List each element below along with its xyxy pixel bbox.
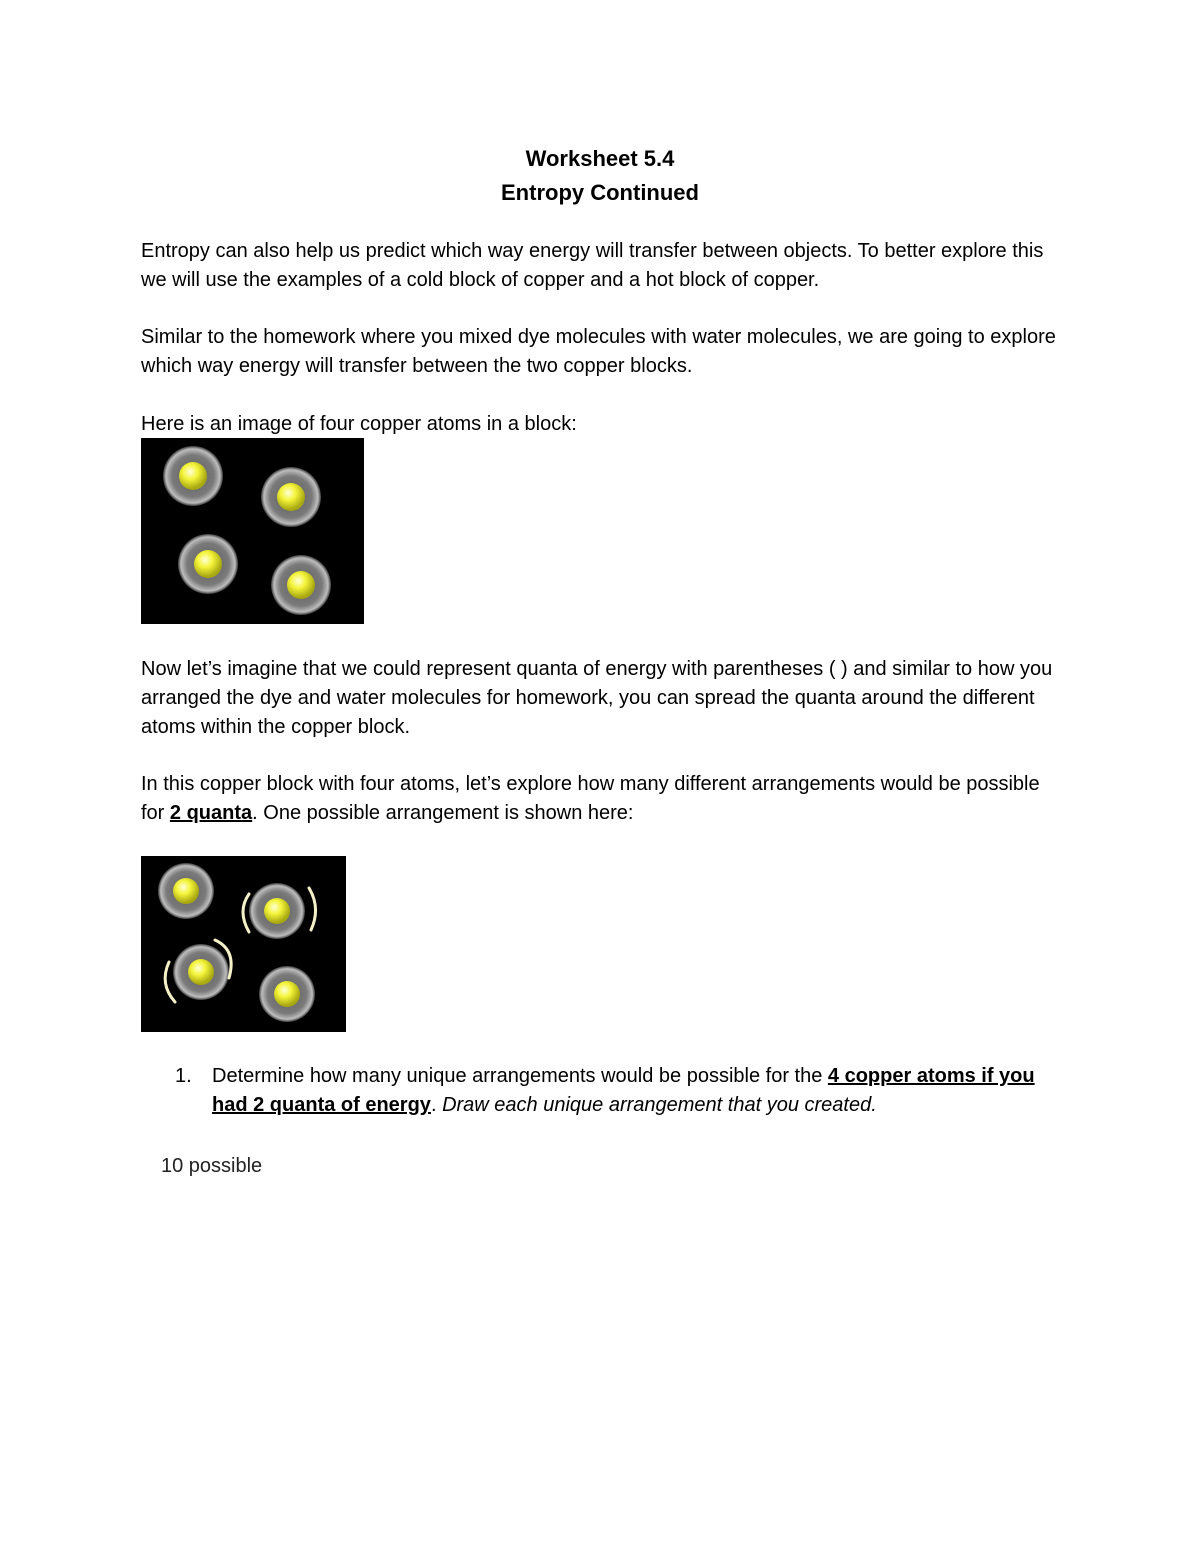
- arrangements-text-after: . One possible arrangement is shown here:: [252, 802, 634, 824]
- copper-atom: [163, 446, 223, 506]
- copper-atom: [178, 534, 238, 594]
- copper-atoms-quanta-svg: [141, 856, 346, 1032]
- copper-atom-with-quanta: [165, 940, 231, 1002]
- question-1: [212, 1062, 1065, 1120]
- paragraph-intro: Entropy can also help us predict which way energy will transfer between objects. To better explore this we will use the examples of a cold block of copper and a hot block of copper.: [141, 240, 1044, 291]
- paragraph-image-intro: Here is an image of four copper atoms in a block:: [141, 413, 577, 435]
- copper-atom: [259, 966, 315, 1022]
- copper-atoms-svg: [141, 438, 364, 624]
- question-number: 1.: [175, 1065, 192, 1087]
- quanta-arc: [309, 888, 316, 930]
- paragraph-quanta: Now let’s imagine that we could represent quanta of energy with parentheses ( ) and similar to how you arranged the dye and water molecules for homework, you can spread the quanta around the different atoms within the copper block.: [141, 658, 1053, 738]
- question-emphasis: 4 copper atoms if you had 2 quanta of energy: [212, 1065, 1035, 1116]
- paragraph-homework: Similar to the homework where you mixed dye molecules with water molecules, we are going to explore which way energy will transfer between the two copper blocks.: [141, 326, 1056, 377]
- copper-atoms-figure: [141, 438, 364, 624]
- copper-atom: [261, 467, 321, 527]
- question-text-before: Determine how many unique arrangements would be possible for the: [212, 1065, 828, 1087]
- question-instruction: Draw each unique arrangement that you created.: [442, 1094, 877, 1116]
- two-quanta-emphasis: 2 quanta: [169, 802, 253, 824]
- copper-atoms-quanta-figure: [141, 856, 346, 1032]
- worksheet-title: Worksheet 5.4: [525, 146, 675, 171]
- paragraph-arrangements: [141, 770, 1061, 828]
- copper-atom-with-quanta: [243, 883, 316, 939]
- copper-atom: [158, 863, 214, 919]
- title-block: [0, 142, 1200, 210]
- question-list: [175, 1062, 1065, 1120]
- answer-text[interactable]: 10 possible: [161, 1155, 263, 1177]
- copper-atom: [271, 555, 331, 615]
- arrangements-text-before: In this copper block with four atoms, let’s explore how many different arrangements would be possible for: [141, 773, 1040, 824]
- question-text-after: .: [430, 1094, 443, 1116]
- worksheet-subtitle: Entropy Continued: [501, 180, 699, 205]
- quanta-arc: [243, 894, 249, 932]
